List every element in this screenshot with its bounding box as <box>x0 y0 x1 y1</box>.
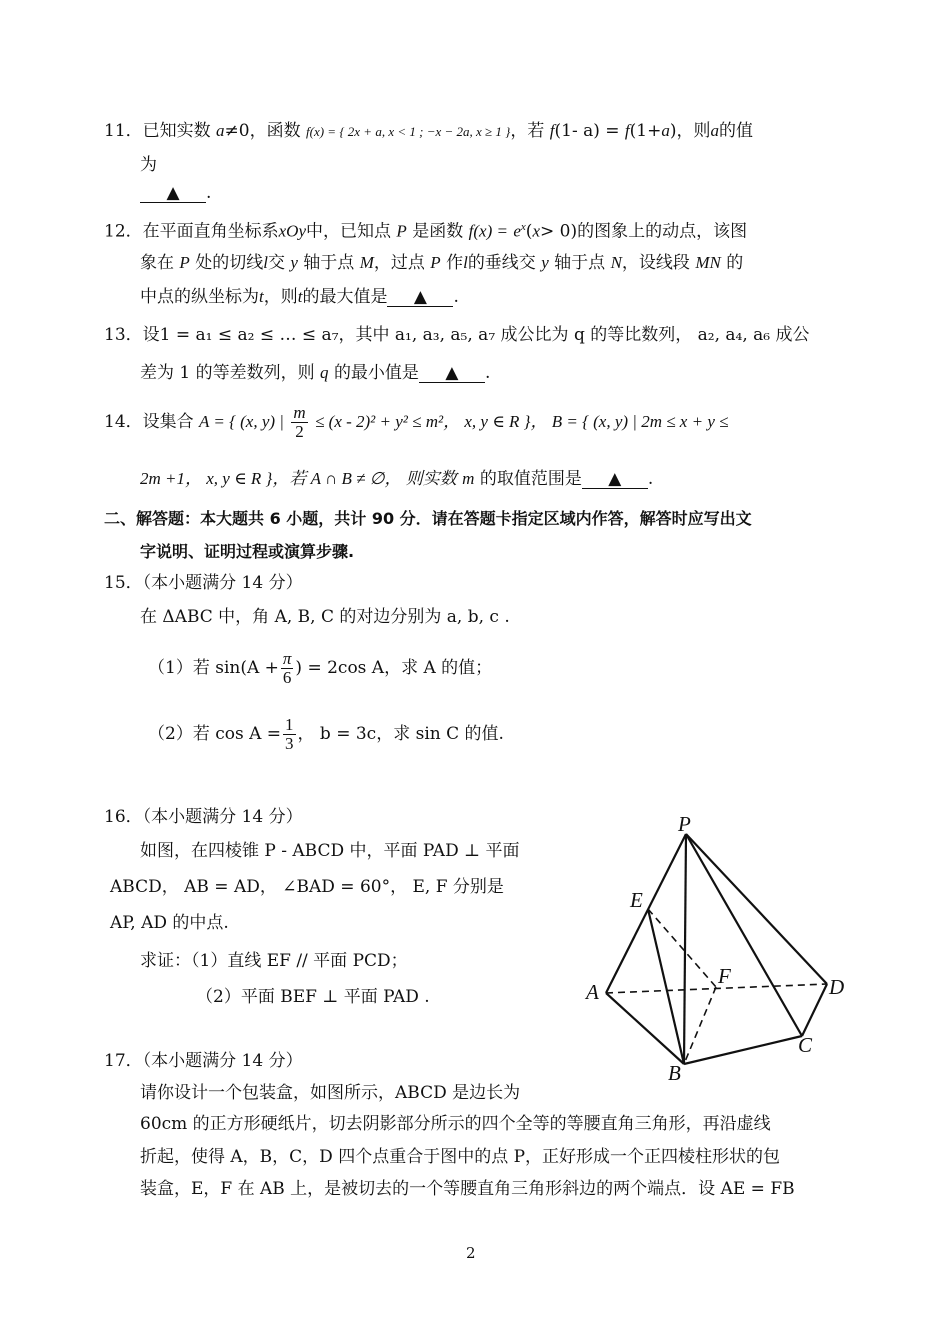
edge-FB <box>684 987 716 1064</box>
answer-blank: ▲ <box>419 364 485 383</box>
edge-AD <box>606 984 827 993</box>
edge-EF <box>648 909 716 987</box>
q15-part1: （1）若 sin(A + $\frac{\pi}{6}$ ) = 2cos A，求 A 的值； <box>148 649 493 687</box>
answer-blank: ▲ <box>387 288 453 307</box>
q14-line1: 14．设集合 A = { (x, y) | $\frac{m}{2}$ ≤ (x - 2)² + y² ≤ m²， x, y ∈ R }， B = { (x, y) | 2m ≤ x + y ≤ <box>104 403 729 441</box>
edge-PA <box>606 834 686 993</box>
q16-line4: 求证：（1）直线 EF // 平面 PCD； <box>140 951 408 971</box>
edge-CD <box>802 984 827 1036</box>
q12-line2: 象在 P 处的切线l交 y 轴于点 M，过点 P 作l的垂线交 y 轴于点 N，设线段 MN 的 <box>140 253 744 273</box>
q17-line4: 装盒，E，F 在 AB 上，是被切去的一个等腰直角三角形斜边的两个端点．设 AE = FB <box>140 1179 795 1199</box>
edge-PC <box>686 834 802 1036</box>
q16-line1: 如图，在四棱锥 P - ABCD 中，平面 PAD ⊥ 平面 <box>140 841 520 861</box>
q14-line2: 2m +1， x, y ∈ R }，若 A ∩ B ≠ ∅， 则实数 m 的取值范围是 ▲ . <box>140 469 654 489</box>
pyramid-figure <box>580 812 860 1088</box>
q17-line3: 折起，使得 A，B，C，D 四个点重合于图中的点 P，正好形成一个正四棱柱形状的包 <box>140 1147 781 1167</box>
edge-EB <box>648 909 684 1064</box>
q17-line1: 请你设计一个包装盒，如图所示，ABCD 是边长为 <box>140 1083 521 1103</box>
label-C: C <box>798 1033 813 1057</box>
q12-line3: 中点的纵坐标为t，则t的最大值是 ▲ . <box>140 287 459 307</box>
label-F: F <box>718 964 731 988</box>
q13-line2: 差为 1 的等差数列，则 q 的最小值是 ▲ . <box>140 363 491 383</box>
label-E: E <box>630 888 643 912</box>
label-B: B <box>668 1061 681 1085</box>
q16-line3: AP, AD 的中点. <box>110 913 229 933</box>
section-heading: 二、解答题：本大题共 6 小题，共计 90 分．请在答题卡指定区域内作答，解答时应写出文 <box>104 509 752 528</box>
q12-line1: 12．在平面直角坐标系xOy中，已知点 P 是函数 $f(x) = e^x(x> 0)$的图象上的动点，该图 <box>104 221 748 242</box>
q17-head: 17．（本小题满分 14 分） <box>104 1051 303 1071</box>
q11-line2: 为 <box>140 155 157 175</box>
answer-blank: ▲ <box>140 184 206 203</box>
page-number: 2 <box>466 1244 476 1262</box>
q15-head: 15．（本小题满分 14 分） <box>104 573 303 593</box>
q11-line1: 11．已知实数 a≠0，函数 f(x) = { 2x + a, x < 1 ; −x − 2a, x ≥ 1 }，若 f(1- a) = f(1+a)，则a的值 <box>104 121 753 141</box>
q16-line2: ABCD， AB = AD， ∠BAD = 60°， E, F 分别是 <box>110 877 504 897</box>
edge-AB <box>606 993 684 1064</box>
q11-line3: ▲ . <box>140 182 211 204</box>
q16-line5: （2）平面 BEF ⊥ 平面 PAD . <box>196 987 430 1007</box>
edge-PD <box>686 834 827 984</box>
label-D: D <box>829 975 845 999</box>
q13-line1: 13．设1 = a₁ ≤ a₂ ≤ … ≤ a₇，其中 a₁, a₃, a₅, a₇ 成公比为 q 的等比数列， a₂, a₄, a₆ 成公 <box>104 325 810 345</box>
q15-part2: （2）若 cos A = $\frac{1}{3}$ ， b = 3c，求 sin C 的值. <box>148 715 504 753</box>
q17-line2: 60cm 的正方形硬纸片，切去阴影部分所示的四个全等的等腰直角三角形，再沿虚线 <box>140 1114 771 1134</box>
edge-BC <box>684 1036 802 1064</box>
q16-head: 16．（本小题满分 14 分） <box>104 807 303 827</box>
label-P: P <box>678 812 691 836</box>
edge-PB <box>684 834 686 1064</box>
section-heading-cont: 字说明、证明过程或演算步骤. <box>140 542 355 561</box>
q15-intro: 在 ΔABC 中，角 A, B, C 的对边分别为 a, b, c . <box>140 607 510 627</box>
label-A: A <box>586 980 599 1004</box>
answer-blank: ▲ <box>582 470 648 489</box>
